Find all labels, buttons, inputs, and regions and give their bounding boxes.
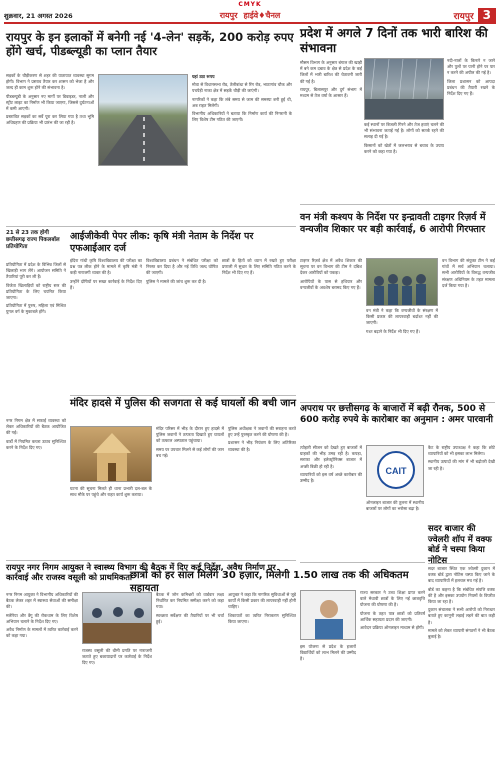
nigam-body-col3: बैठक में जोन कमिश्नरों को वार्डवार लक्ष्य निर्धारित कर नियमित समीक्षा करने को कहा गया। स्वच्छता सर्वेक्षण की तैयारियों पर भी चर्चा हुई।	[156, 592, 224, 624]
masthead-logo: हाईवे♦चैनल	[243, 10, 281, 20]
temple-photo	[70, 426, 152, 482]
wildlife-body-col3: वन विभाग की संयुक्त टीम ने कई गांवों में सर्च अभियान चलाया। सभी आरोपियों के विरुद्ध वन्यजीव संरक्षण अधिनियम के तहत मामला दर्ज किया गया है।	[442, 258, 495, 288]
rain-headline: प्रदेश में अगले 7 दिनों तक भारी बारिश की संभावना	[300, 26, 488, 55]
gst-body-col2: ऑनलाइन बाजार की तुलना में स्थानीय बाजारों पर लोगों का भरोसा बढ़ा है।	[366, 500, 424, 512]
divider	[300, 562, 425, 563]
divider	[6, 560, 296, 561]
nigam-body-col4: आयुक्त ने कहा कि नागरिक सुविधाओं से जुड़े कार्यों में किसी प्रकार की लापरवाही नहीं होनी चाहिए। शिकायतों का त्वरित निराकरण सुनिश्चित किया जाएगा।	[228, 592, 296, 624]
nigam-body-col1: नगर निगम आयुक्त ने विभागीय अधिकारियों की बैठक लेकर शहर में स्वास्थ्य सेवाओं की समीक्षा की। मलेरिया और डेंगू की रोकथाम के लिए विशेष अभियान चलाने के निर्देश दिए गए। अवैध निर्माण के मामलों में त्वरित कार्रवाई करने को कहा गया।	[6, 592, 78, 639]
gst-body-col1: त्योहारी सीजन को देखते हुए बाजारों में ग्राहकों की भीड़ उमड़ रही है। कपड़ा, सराफा और इलेक्ट्रॉनिक्स बाजार में अच्छी बिक्री हो रही है। व्यापारियों को इस वर्ष अच्छे कारोबार की उम्मीद है।	[300, 445, 362, 484]
gst-body-col3: कैट के राष्ट्रीय उपाध्यक्ष ने कहा कि छोटे व्यापारियों को भी इसका लाभ मिलेगा। स्थानीय उत्पादों की मांग में भी बढ़ोतरी देखी जा रही है।	[428, 445, 495, 471]
wildlife-body-col1: टाइगर रिज़र्व क्षेत्र में अवैध शिकार की सूचना पर वन विभाग की टीम ने दबिश देकर आरोपियों को पकड़ा। आरोपियों के पास से हथियार और वन्यजीवों के अवशेष बरामद किए गए हैं।	[300, 258, 362, 290]
svg-text:CAIT: CAIT	[385, 466, 407, 476]
police-temple-headline: मंदिर हादसे में पुलिस की सजगता से कई घायलों की बची जान	[70, 398, 296, 409]
roads-body-col1: सड़कों के चौड़ीकरण से शहर की यातायात व्यवस्था सुगम होगी। विभाग ने प्रस्ताव तैयार कर शासन को भेजा है और जल्द ही काम शुरू होने की संभावना है। पीडब्ल्यूडी के अनुसार नए मार्गों पर डिवाइडर, नाली और स्ट्रीट लाइट का निर्माण भी किया जाएगा, जिससे दुर्घटनाओं में कमी आएगी। प्रस्तावित सड़कों का सर्वे पूरा कर लिया गया है तथा भूमि अधिग्रहण की प्रक्रिया भी प्रारंभ की जा रही है।	[6, 73, 94, 126]
rain-photo	[364, 58, 444, 120]
section-name: रायपुर	[453, 11, 474, 22]
divider	[70, 395, 296, 396]
gst-headline: अपराध पर छत्तीसगढ़ के बाजारों में बढ़ी रौनक, 500 से 600 करोड़ रुपये के कारोबार का अनुमान : अमर पारवानी	[300, 404, 493, 426]
rain-body-col3: नदी-नालों के किनारे न जाने और पुलों पर पानी होने पर पार न करने की अपील की गई है। जिला प्रशासन को आपदा प्रबंधन की तैयारी रखने के निर्देश दिए गए हैं।	[447, 58, 495, 97]
page-header	[4, 8, 496, 24]
iiit-body-col3: छात्रों के हितों को ध्यान में रखते हुए परीक्षा प्रणाली में सुधार के लिए समिति गठित करने के निर्देश भी दिए गए हैं।	[222, 258, 296, 276]
iiit-body-col2: विश्वविद्यालय प्रबंधन ने संबंधित परीक्षा को निरस्त कर दिया है और नई तिथि जल्द घोषित की जाएगी। पुलिस ने मामले की जांच शुरू कर दी है।	[146, 258, 218, 284]
brief-body-2: नगर निगम क्षेत्र में सफाई व्यवस्था को लेकर अधिकारियों की बैठक आयोजित की गई। वार्डों में नियमित कचरा उठाव सुनिश्चित करने के निर्देश दिए गए।	[6, 418, 66, 450]
roads-body-col3: यहां उठा रूपय मोवा से विधानसभा रोड, तेलीबांधा से रिंग रोड, भाठागांव चौक और पचपेड़ी नाका क्षेत्र में सड़कें चौड़ी की जाएंगी। नागरिकों ने कहा कि लंबे समय से जाम की समस्या बनी हुई थी, अब राहत मिलेगी। विभागीय अधिकारियों ने बताया कि निर्माण कार्य की निगरानी के लिए विशेष टीम गठित की जाएगी।	[192, 74, 292, 123]
road-photo	[98, 74, 188, 166]
meeting-photo	[82, 592, 152, 644]
temple-body-col3: पुलिस अधीक्षक ने जवानों की सराहना करते हुए उन्हें पुरस्कृत करने की घोषणा की है। प्रशासन ने भीड़ नियंत्रण के लिए अतिरिक्त व्यवस्था की है।	[228, 426, 296, 452]
scholarship-body-col2: राज्य सरकार ने उच्च शिक्षा प्राप्त करने वाले मेधावी छात्रों के लिए नई छात्रवृत्ति योजना की घोषणा की है। योजना के तहत पात्र छात्रों को प्रतिवर्ष आर्थिक सहायता प्रदान की जाएगी। आवेदन प्रक्रिया ऑनलाइन माध्यम से होगी।	[360, 590, 425, 631]
masthead-center	[220, 10, 281, 21]
brief-headline: 21 से 23 तक होगी छत्तीसगढ़ राज्य पिकलबॉल प्रतियोगिता	[6, 230, 60, 250]
rain-body-col1: मौसम विभाग के अनुसार बंगाल की खाड़ी में बने कम दबाव के क्षेत्र से प्रदेश के कई जिलों में भारी बारिश की चेतावनी जारी की गई है। रायपुर, बिलासपुर और दुर्ग संभाग में मध्यम से तेज वर्षा के आसार हैं।	[300, 60, 362, 99]
scholarship-body-col1: इस योजना से प्रदेश के हजारों विद्यार्थियों को लाभ मिलने की उम्मीद है।	[300, 644, 356, 662]
iiit-body-col1: इंदिरा गांधी कृषि विश्वविद्यालय की परीक्षा का प्रश्न पत्र लीक होने के मामले में कृषि मंत्री ने कड़ी नाराजगी व्यक्त की है। उन्होंने दोषियों पर सख्त कार्रवाई के निर्देश दिए हैं।	[70, 258, 142, 290]
wildlife-body-col2: वन मंत्री ने कहा कि वन्यजीवों के संरक्षण में किसी प्रकार की लापरवाही बर्दाश्त नहीं की जाएगी। गश्त बढ़ाने के निर्देश भी दिए गए हैं।	[366, 308, 438, 334]
masthead-city: रायपुर	[219, 10, 238, 20]
temple-body-col1: घटना की सूचना मिलते ही थाना प्रभारी दल-बल के साथ मौके पर पहुंचे और राहत कार्य शुरू कराया।	[70, 486, 152, 498]
divider	[300, 204, 495, 205]
brief-body: प्रतियोगिता में प्रदेश के विभिन्न जिलों से खिलाड़ी भाग लेंगे। आयोजन समिति ने तैयारियां पूरी कर ली हैं। विजेता खिलाड़ियों को राष्ट्रीय स्तर की प्रतियोगिता के लिए चयनित किया जाएगा। प्रतियोगिता में पुरुष, महिला एवं मिश्रित युगल वर्ग के मुकाबले होंगे।	[6, 262, 66, 315]
temple-body-col2: मंदिर परिसर में भीड़ के दौरान हुए हादसे में पुलिस जवानों ने तत्परता दिखाते हुए घायलों को तत्काल अस्पताल पहुंचाया। समय पर उपचार मिलने से कई लोगों की जान बच गई।	[156, 426, 224, 458]
student-photo	[300, 590, 356, 640]
section-tag	[376, 8, 496, 23]
issue-date: शुक्रवार, 21 अगस्त 2026	[4, 11, 73, 20]
roads-headline: रायपुर के इन इलाकों में बनेगी नई '4-लेन' सड़कें, 200 करोड़ रुपए होंगे खर्च, पीडब्ल्यूडी का प्लान तैयार	[6, 30, 294, 59]
jewellery-body: सदर बाजार स्थित एक ज्वेलरी दुकान में वक्फ बोर्ड द्वारा नोटिस चस्पा किए जाने के बाद व्यापारियों में हलचल मच गई है। बोर्ड का कहना है कि संबंधित संपत्ति वक्फ की है और इसका उपयोग नियमों के विपरीत किया जा रहा है। दुकान संचालक ने सभी आरोपों को निराधार बताते हुए कानूनी लड़ाई लड़ने की बात कही है। मामले को लेकर व्यापारी संगठनों ने भी बैठक बुलाई है।	[428, 566, 495, 640]
nigam-body-col2: राजस्व वसूली की धीमी प्रगति पर नाराजगी जताते हुए बकायादारों पर कार्रवाई के निर्देश दिए गए।	[82, 648, 152, 666]
wildlife-photo	[366, 258, 438, 306]
roads-subhead: यहां उठा रूपय	[192, 74, 215, 79]
rain-body-col2: कई स्थानों पर बिजली गिरने और तेज हवाएं चलने की भी संभावना जताई गई है। लोगों को सतर्क रहने की सलाह दी गई है। किसानों को खेतों में जलभराव से बचाव के उपाय करने को कहा गया है।	[364, 122, 444, 154]
cait-logo	[366, 445, 424, 497]
divider	[300, 402, 495, 403]
divider	[6, 226, 296, 227]
iiit-headline: आईजीकेवी पेपर लीक: कृषि मंत्री नेताम के निर्देश पर एफआईआर दर्ज	[70, 231, 254, 254]
color-registration-mark: CMYK	[238, 1, 262, 8]
wildlife-headline: वन मंत्री कश्यप के निर्देश पर इन्द्रावती टाइगर रिज़र्व में वन्यजीव शिकार पर बड़ी कार्रवाई, 6 आरोपी गिरफ्तार	[300, 212, 486, 235]
jewellery-headline: सदर बाजार की ज्वेलरी शॉप में वक्फ बोर्ड ने चस्पा किया नोटिस	[428, 524, 492, 566]
nigam-headline: रायपुर नगर निगम आयुक्त ने स्वास्थ्य विभाग की बैठक में दिए कई निर्देश, अवैध निर्माण पर कार्रवाई और राजस्व वसूली को प्राथमिकता	[6, 562, 276, 583]
page-number: 3	[478, 8, 496, 23]
scholarship-headline: छात्रों को हर साल मिलेंगे 30 हज़ार, मिलेगी 1.50 लाख तक की अधिकतम सहायता	[130, 570, 409, 594]
